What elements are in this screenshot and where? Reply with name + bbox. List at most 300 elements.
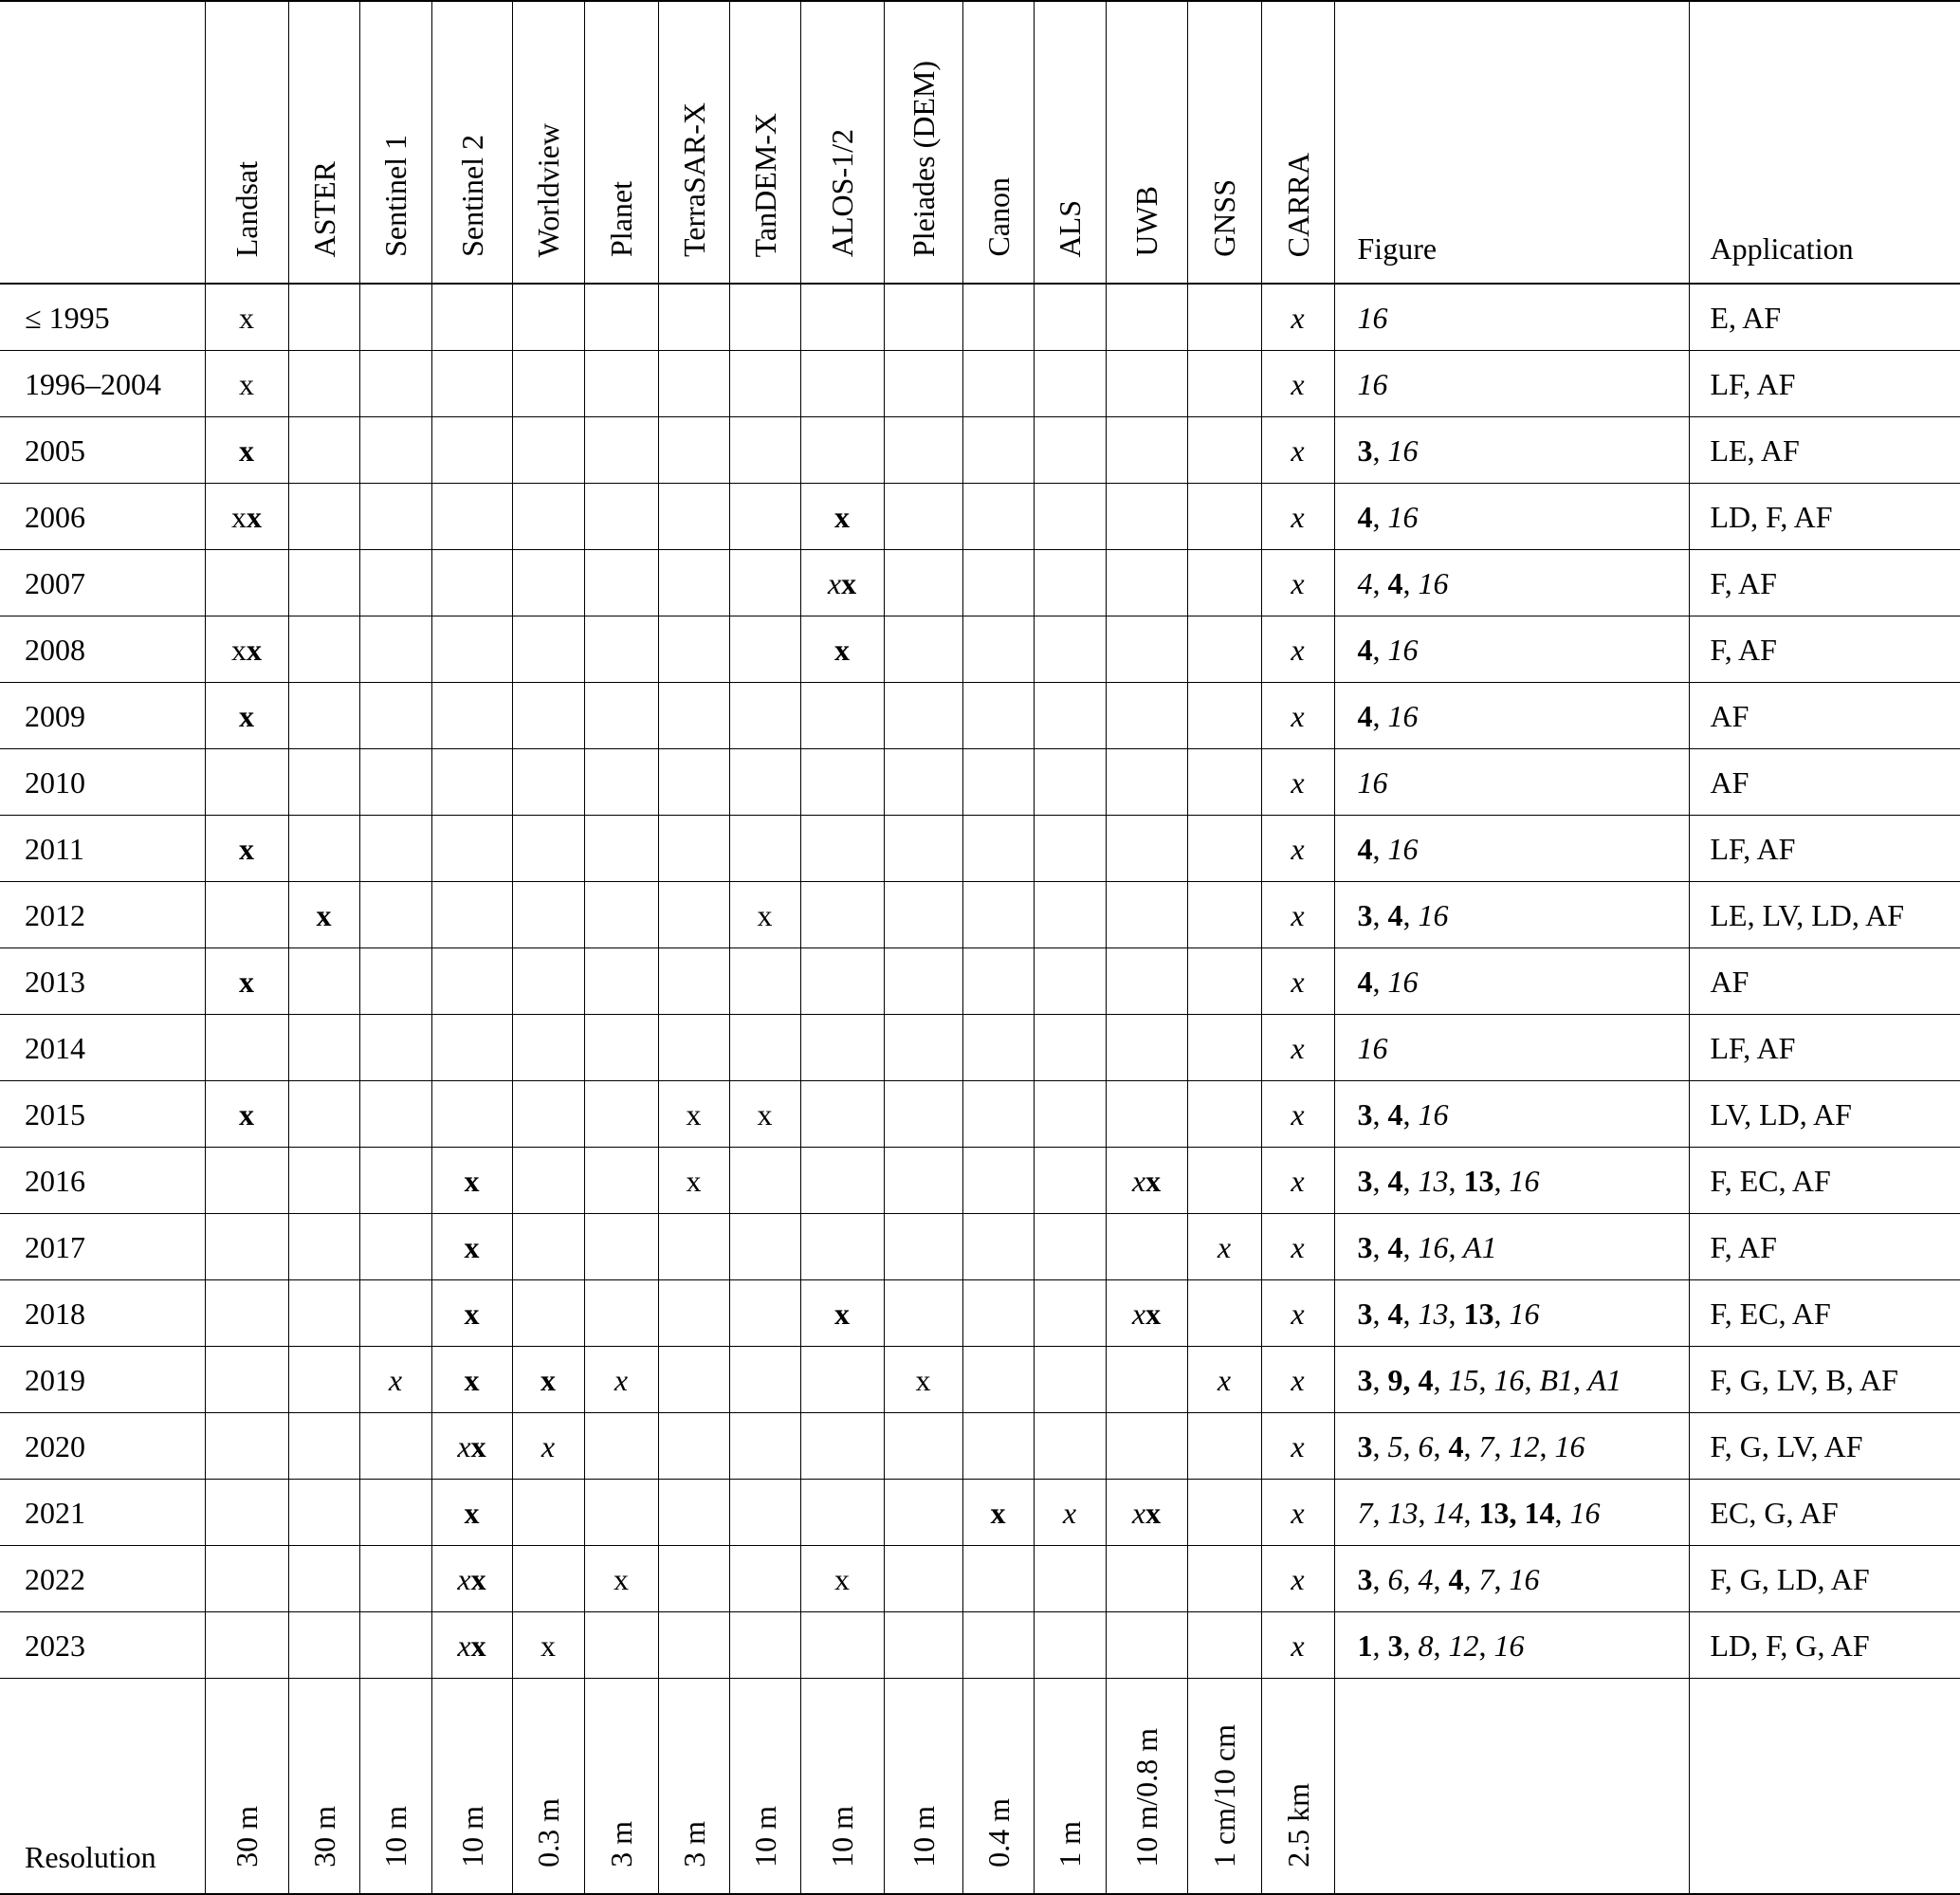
sensor-cell bbox=[359, 484, 431, 550]
application-cell: F, AF bbox=[1689, 550, 1960, 616]
sensor-cell bbox=[288, 1148, 359, 1214]
sensor-cell bbox=[431, 816, 512, 882]
column-header-pleiades-dem bbox=[884, 1, 962, 284]
sensor-cell bbox=[1106, 1015, 1187, 1081]
figure-ref: , bbox=[1402, 1229, 1419, 1264]
sensor-cell bbox=[729, 1015, 800, 1081]
sensor-mark: x bbox=[1291, 964, 1305, 999]
sensor-cell bbox=[1034, 284, 1106, 351]
sensor-cell bbox=[884, 882, 962, 948]
application-column-header: Application bbox=[1689, 1, 1960, 284]
sensor-cell bbox=[884, 351, 962, 417]
sensor-cell bbox=[1261, 1214, 1334, 1280]
sensor-cell bbox=[1106, 351, 1187, 417]
sensor-cell bbox=[512, 749, 584, 816]
figure-ref: , bbox=[1372, 432, 1388, 468]
sensor-cell bbox=[1034, 1612, 1106, 1679]
figure-cell bbox=[1334, 1480, 1689, 1546]
sensor-cell bbox=[1261, 1413, 1334, 1480]
sensor-cell bbox=[288, 882, 359, 948]
sensor-cell bbox=[1034, 1015, 1106, 1081]
figure-ref: , bbox=[1372, 499, 1388, 534]
table-row bbox=[0, 749, 1960, 816]
sensor-cell bbox=[658, 1148, 729, 1214]
sensor-cell bbox=[658, 351, 729, 417]
sensor-cell bbox=[205, 1546, 288, 1612]
column-header-label: ALOS-1/2 bbox=[825, 128, 859, 257]
sensor-cell bbox=[884, 683, 962, 749]
resolution-wrap bbox=[360, 1806, 431, 1893]
sensor-cell bbox=[584, 1413, 658, 1480]
sensor-cell bbox=[584, 882, 658, 948]
sensor-cell bbox=[658, 550, 729, 616]
resolution-cell bbox=[512, 1679, 584, 1895]
sensor-cell bbox=[512, 550, 584, 616]
sensor-mark: x bbox=[686, 1163, 702, 1198]
figure-ref: 3 bbox=[1357, 1362, 1373, 1397]
sensor-mark: x bbox=[1131, 1163, 1146, 1198]
sensor-mark: x bbox=[1291, 1495, 1305, 1530]
sensor-cell bbox=[884, 417, 962, 484]
sensor-mark: x bbox=[540, 1362, 556, 1397]
column-header-sentinel-1 bbox=[359, 1, 431, 284]
resolution-cell bbox=[962, 1679, 1034, 1895]
figure-ref: 14 bbox=[1433, 1495, 1464, 1530]
figure-ref: , bbox=[1372, 1163, 1388, 1198]
sensor-cell bbox=[584, 1148, 658, 1214]
year-cell: 2015 bbox=[0, 1081, 205, 1148]
sensor-cell bbox=[962, 1347, 1034, 1413]
sensor-cell bbox=[512, 1015, 584, 1081]
column-header-wrap bbox=[1188, 179, 1261, 283]
column-header-wrap bbox=[1107, 186, 1187, 283]
resolution-cell bbox=[884, 1679, 962, 1895]
sensor-cell bbox=[584, 1280, 658, 1347]
sensor-mark: x bbox=[1291, 1296, 1305, 1331]
resolution-wrap bbox=[513, 1798, 584, 1893]
figure-ref: , bbox=[1433, 1628, 1449, 1663]
figure-ref: 16 bbox=[1509, 1561, 1540, 1596]
sensor-cell bbox=[359, 351, 431, 417]
sensor-cell bbox=[431, 284, 512, 351]
application-cell: F, G, LV, B, AF bbox=[1689, 1347, 1960, 1413]
sensor-cell bbox=[800, 1280, 884, 1347]
sensor-cell bbox=[584, 749, 658, 816]
sensor-cell bbox=[729, 284, 800, 351]
table-row bbox=[0, 1612, 1960, 1679]
figure-ref: 13, 14 bbox=[1478, 1495, 1555, 1530]
sensor-cell bbox=[800, 948, 884, 1015]
resolution-wrap bbox=[659, 1821, 729, 1893]
sensor-cell bbox=[800, 882, 884, 948]
column-header-label: ALS bbox=[1053, 199, 1087, 257]
sensor-cell bbox=[962, 948, 1034, 1015]
sensor-cell bbox=[431, 1214, 512, 1280]
sensor-cell bbox=[1261, 882, 1334, 948]
figure-ref: , bbox=[1372, 1561, 1388, 1596]
sensor-cell bbox=[1261, 1612, 1334, 1679]
sensor-cell bbox=[800, 484, 884, 550]
sensor-cell bbox=[800, 683, 884, 749]
figure-ref: , bbox=[1372, 1362, 1388, 1397]
application-cell: F, EC, AF bbox=[1689, 1148, 1960, 1214]
sensor-cell bbox=[1261, 1546, 1334, 1612]
resolution-cell bbox=[288, 1679, 359, 1895]
figure-ref: 16 bbox=[1357, 764, 1388, 800]
figure-ref: , bbox=[1372, 698, 1388, 733]
sensor-cell bbox=[962, 1546, 1034, 1612]
sensor-cell bbox=[729, 484, 800, 550]
figure-ref: , bbox=[1418, 1495, 1434, 1530]
sensor-cell bbox=[1034, 882, 1106, 948]
sensor-cell bbox=[729, 616, 800, 683]
sensor-cell bbox=[962, 1480, 1034, 1546]
sensor-cell bbox=[729, 1148, 800, 1214]
sensor-cell bbox=[1261, 351, 1334, 417]
figure-ref: , bbox=[1539, 1428, 1555, 1463]
sensor-cell bbox=[729, 417, 800, 484]
sensor-mark: x bbox=[1291, 897, 1305, 932]
sensor-cell bbox=[205, 1280, 288, 1347]
sensor-cell bbox=[205, 1413, 288, 1480]
sensor-cell bbox=[359, 1015, 431, 1081]
resolution-value: 3 m bbox=[604, 1821, 638, 1867]
figure-ref: , bbox=[1554, 1495, 1570, 1530]
application-cell: LV, LD, AF bbox=[1689, 1081, 1960, 1148]
figure-ref: 13 bbox=[1418, 1163, 1449, 1198]
sensor-cell bbox=[205, 1612, 288, 1679]
column-header-wrap bbox=[585, 181, 658, 283]
sensor-cell bbox=[884, 550, 962, 616]
sensor-cell bbox=[729, 550, 800, 616]
sensor-cell bbox=[800, 417, 884, 484]
sensor-mark: x bbox=[834, 632, 850, 667]
sensor-cell bbox=[800, 550, 884, 616]
figure-ref: 3 bbox=[1357, 1296, 1373, 1331]
figure-ref: 13 bbox=[1463, 1163, 1494, 1198]
figure-ref: 3 bbox=[1357, 1229, 1373, 1264]
sensor-cell bbox=[1261, 1015, 1334, 1081]
sensor-cell bbox=[431, 550, 512, 616]
application-cell: AF bbox=[1689, 948, 1960, 1015]
figure-ref: , bbox=[1402, 565, 1419, 600]
sensor-cell bbox=[205, 948, 288, 1015]
table-row bbox=[0, 1148, 1960, 1214]
year-cell: 2021 bbox=[0, 1480, 205, 1546]
figure-cell bbox=[1334, 1015, 1689, 1081]
sensor-mark: x bbox=[1291, 698, 1305, 733]
sensor-cell bbox=[431, 616, 512, 683]
sensor-cell bbox=[512, 1280, 584, 1347]
figure-ref: , bbox=[1463, 1428, 1479, 1463]
sensor-cell bbox=[431, 1015, 512, 1081]
sensor-mark: x bbox=[239, 1096, 254, 1131]
column-header-carra bbox=[1261, 1, 1334, 284]
figure-cell bbox=[1334, 1214, 1689, 1280]
sensor-cell bbox=[1106, 616, 1187, 683]
sensor-cell bbox=[658, 749, 729, 816]
figure-ref: , bbox=[1478, 1362, 1494, 1397]
column-header-label: ASTER bbox=[306, 160, 341, 257]
sensor-cell bbox=[359, 882, 431, 948]
column-header-terrasar-x bbox=[658, 1, 729, 284]
sensor-mark: x bbox=[239, 964, 254, 999]
sensor-cell bbox=[729, 1214, 800, 1280]
figure-ref: 4 bbox=[1357, 632, 1373, 667]
sensor-cell bbox=[658, 1546, 729, 1612]
sensor-cell bbox=[205, 417, 288, 484]
sensor-cell bbox=[800, 284, 884, 351]
resolution-wrap bbox=[585, 1821, 658, 1893]
figure-cell bbox=[1334, 351, 1689, 417]
sensor-cell bbox=[431, 882, 512, 948]
table-row bbox=[0, 284, 1960, 351]
sensor-cell bbox=[729, 749, 800, 816]
application-cell: F, G, LV, AF bbox=[1689, 1413, 1960, 1480]
sensor-mark: x bbox=[1291, 831, 1305, 866]
sensor-cell bbox=[1034, 550, 1106, 616]
figure-ref: 16 bbox=[1509, 1163, 1540, 1198]
year-cell: 2018 bbox=[0, 1280, 205, 1347]
sensor-cell bbox=[962, 683, 1034, 749]
sensor-mark: x bbox=[464, 1362, 480, 1397]
sensor-cell bbox=[512, 616, 584, 683]
sensor-cell bbox=[884, 484, 962, 550]
sensor-cell bbox=[1261, 1480, 1334, 1546]
sensor-cell bbox=[658, 1413, 729, 1480]
sensor-cell bbox=[800, 1612, 884, 1679]
column-header-label: TerraSAR-X bbox=[676, 101, 711, 257]
sensor-cell bbox=[205, 882, 288, 948]
sensor-cell bbox=[584, 816, 658, 882]
column-header-wrap bbox=[730, 113, 800, 283]
figure-ref: 7 bbox=[1357, 1495, 1373, 1530]
sensor-cell bbox=[1034, 484, 1106, 550]
sensor-mark: x bbox=[686, 1096, 702, 1131]
resolution-wrap bbox=[206, 1806, 288, 1893]
sensor-cell bbox=[512, 1214, 584, 1280]
figure-ref: B1, A1 bbox=[1539, 1362, 1622, 1397]
sensor-mark: x bbox=[1145, 1495, 1162, 1530]
figure-ref: 3 bbox=[1357, 1561, 1373, 1596]
sensor-cell bbox=[359, 417, 431, 484]
column-header-aster bbox=[288, 1, 359, 284]
sensor-cell bbox=[288, 1413, 359, 1480]
sensor-mark: x bbox=[470, 1628, 486, 1663]
table-row bbox=[0, 484, 1960, 550]
sensor-cell bbox=[1261, 484, 1334, 550]
sensor-mark: x bbox=[1291, 1163, 1305, 1198]
figure-ref: 3 bbox=[1357, 897, 1373, 932]
figure-ref: , bbox=[1372, 1428, 1388, 1463]
sensor-mark: x bbox=[239, 831, 254, 866]
sensor-cell bbox=[800, 616, 884, 683]
column-header-sentinel-2 bbox=[431, 1, 512, 284]
sensor-cell bbox=[884, 1612, 962, 1679]
sensor-cell bbox=[431, 417, 512, 484]
figure-ref: 16 bbox=[1357, 1030, 1388, 1065]
column-header-uwb bbox=[1106, 1, 1187, 284]
column-header-worldview bbox=[512, 1, 584, 284]
sensor-cell bbox=[288, 948, 359, 1015]
sensor-mark: x bbox=[834, 1561, 850, 1596]
figure-ref: 16 bbox=[1387, 698, 1419, 733]
sensor-cell bbox=[359, 1413, 431, 1480]
figure-ref: 16 bbox=[1418, 897, 1449, 932]
sensor-cell bbox=[729, 351, 800, 417]
sensor-mark: x bbox=[470, 1561, 486, 1596]
sensor-cell bbox=[1034, 417, 1106, 484]
sensor-cell bbox=[288, 1612, 359, 1679]
sensor-cell bbox=[1187, 948, 1261, 1015]
sensor-mark: x bbox=[614, 1362, 629, 1397]
sensor-cell bbox=[658, 1015, 729, 1081]
table-row bbox=[0, 550, 1960, 616]
figure-ref: , bbox=[1372, 565, 1388, 600]
sensor-cell bbox=[205, 1081, 288, 1148]
sensor-mark: x bbox=[540, 1628, 556, 1663]
figure-ref: 4 bbox=[1387, 565, 1403, 600]
table-row bbox=[0, 1480, 1960, 1546]
year-cell: 2020 bbox=[0, 1413, 205, 1480]
sensor-cell bbox=[800, 1347, 884, 1413]
column-header-canon bbox=[962, 1, 1034, 284]
column-header-wrap bbox=[1035, 200, 1106, 283]
figure-cell bbox=[1334, 484, 1689, 550]
figure-ref: 4 bbox=[1357, 565, 1373, 600]
sensor-mark: x bbox=[239, 698, 254, 733]
sensor-mark: x bbox=[990, 1495, 1006, 1530]
sensor-cell bbox=[962, 284, 1034, 351]
sensor-cell bbox=[288, 1347, 359, 1413]
sensor-cell bbox=[884, 1081, 962, 1148]
sensor-cell bbox=[1106, 1347, 1187, 1413]
sensor-cell bbox=[962, 351, 1034, 417]
sensor-cell bbox=[658, 616, 729, 683]
sensor-cell bbox=[431, 948, 512, 1015]
sensor-cell bbox=[512, 1413, 584, 1480]
year-cell: 2022 bbox=[0, 1546, 205, 1612]
sensor-cell bbox=[359, 816, 431, 882]
sensor-cell bbox=[729, 1280, 800, 1347]
sensor-cell bbox=[800, 1081, 884, 1148]
sensor-mark: x bbox=[247, 632, 262, 667]
sensor-mark: x bbox=[388, 1362, 403, 1397]
sensor-cell bbox=[359, 1480, 431, 1546]
sensor-cell bbox=[1034, 816, 1106, 882]
sensor-cell bbox=[1106, 1148, 1187, 1214]
sensor-cell bbox=[512, 1546, 584, 1612]
sensor-cell bbox=[658, 683, 729, 749]
figure-ref: 12 bbox=[1509, 1428, 1540, 1463]
figure-ref: , bbox=[1448, 1163, 1464, 1198]
sensor-cell bbox=[800, 816, 884, 882]
sensor-cell bbox=[512, 816, 584, 882]
sensor-cell bbox=[1187, 284, 1261, 351]
column-header-label: Sentinel 2 bbox=[454, 135, 489, 257]
sensor-cell bbox=[1106, 749, 1187, 816]
column-header-planet bbox=[584, 1, 658, 284]
sensor-cell bbox=[431, 484, 512, 550]
resolution-cell bbox=[584, 1679, 658, 1895]
sensor-cell bbox=[884, 1214, 962, 1280]
sensor-cell bbox=[884, 1148, 962, 1214]
figure-ref: 4 bbox=[1357, 964, 1373, 999]
sensor-cell bbox=[1034, 1546, 1106, 1612]
resolution-wrap bbox=[1188, 1724, 1261, 1893]
sensor-cell bbox=[1187, 417, 1261, 484]
sensor-cell bbox=[962, 816, 1034, 882]
sensor-cell bbox=[962, 1413, 1034, 1480]
sensor-cell bbox=[1034, 948, 1106, 1015]
sensor-cell bbox=[962, 749, 1034, 816]
sensor-cell bbox=[431, 749, 512, 816]
sensor-cell bbox=[962, 1612, 1034, 1679]
sensor-cell bbox=[962, 550, 1034, 616]
figure-ref: 7 bbox=[1478, 1428, 1494, 1463]
column-header-wrap bbox=[801, 129, 884, 283]
sensor-cell bbox=[584, 1214, 658, 1280]
table-row bbox=[0, 351, 1960, 417]
column-header-wrap bbox=[432, 135, 512, 283]
sensor-cell bbox=[205, 1347, 288, 1413]
figure-ref: 16, A1 bbox=[1418, 1229, 1497, 1264]
figure-column-header: Figure bbox=[1334, 1, 1689, 284]
sensor-cell bbox=[1187, 1612, 1261, 1679]
figure-ref: 1 bbox=[1357, 1628, 1373, 1663]
sensor-cell bbox=[512, 882, 584, 948]
sensor-cell bbox=[1187, 550, 1261, 616]
sensor-mark: x bbox=[239, 366, 254, 401]
sensor-cell bbox=[584, 1081, 658, 1148]
figure-ref: , bbox=[1493, 1428, 1510, 1463]
sensor-cell bbox=[431, 1280, 512, 1347]
sensor-cell bbox=[1187, 683, 1261, 749]
figure-ref: 4 bbox=[1357, 499, 1373, 534]
figure-ref: , bbox=[1372, 1296, 1388, 1331]
table-row bbox=[0, 1413, 1960, 1480]
sensor-cell bbox=[205, 1015, 288, 1081]
sensor-cell bbox=[584, 683, 658, 749]
sensor-cell bbox=[431, 1413, 512, 1480]
sensor-mark: x bbox=[1291, 1030, 1305, 1065]
resolution-value: 10 m bbox=[747, 1806, 782, 1867]
sensor-mark: x bbox=[1291, 499, 1305, 534]
sensor-cell bbox=[800, 1546, 884, 1612]
column-header-label: Canon bbox=[980, 177, 1016, 257]
figure-ref: , bbox=[1372, 1096, 1388, 1131]
sensor-cell bbox=[288, 616, 359, 683]
sensor-cell bbox=[729, 1546, 800, 1612]
sensor-cell bbox=[584, 616, 658, 683]
sensor-cell bbox=[962, 882, 1034, 948]
sensor-cell bbox=[359, 616, 431, 683]
sensor-mark: x bbox=[1217, 1229, 1232, 1264]
resolution-cell bbox=[1187, 1679, 1261, 1895]
figure-ref: , bbox=[1433, 1428, 1449, 1463]
sensor-cell bbox=[512, 948, 584, 1015]
sensor-cell bbox=[1261, 550, 1334, 616]
sensor-mark: x bbox=[457, 1561, 471, 1596]
sensor-cell bbox=[658, 417, 729, 484]
resolution-value: 10 m bbox=[906, 1806, 941, 1867]
sensor-cell bbox=[1261, 1148, 1334, 1214]
figure-ref: , bbox=[1372, 632, 1388, 667]
year-cell: 2008 bbox=[0, 616, 205, 683]
sensor-cell bbox=[512, 1480, 584, 1546]
figure-ref: 6 bbox=[1418, 1428, 1434, 1463]
sensor-mark: x bbox=[1291, 632, 1305, 667]
